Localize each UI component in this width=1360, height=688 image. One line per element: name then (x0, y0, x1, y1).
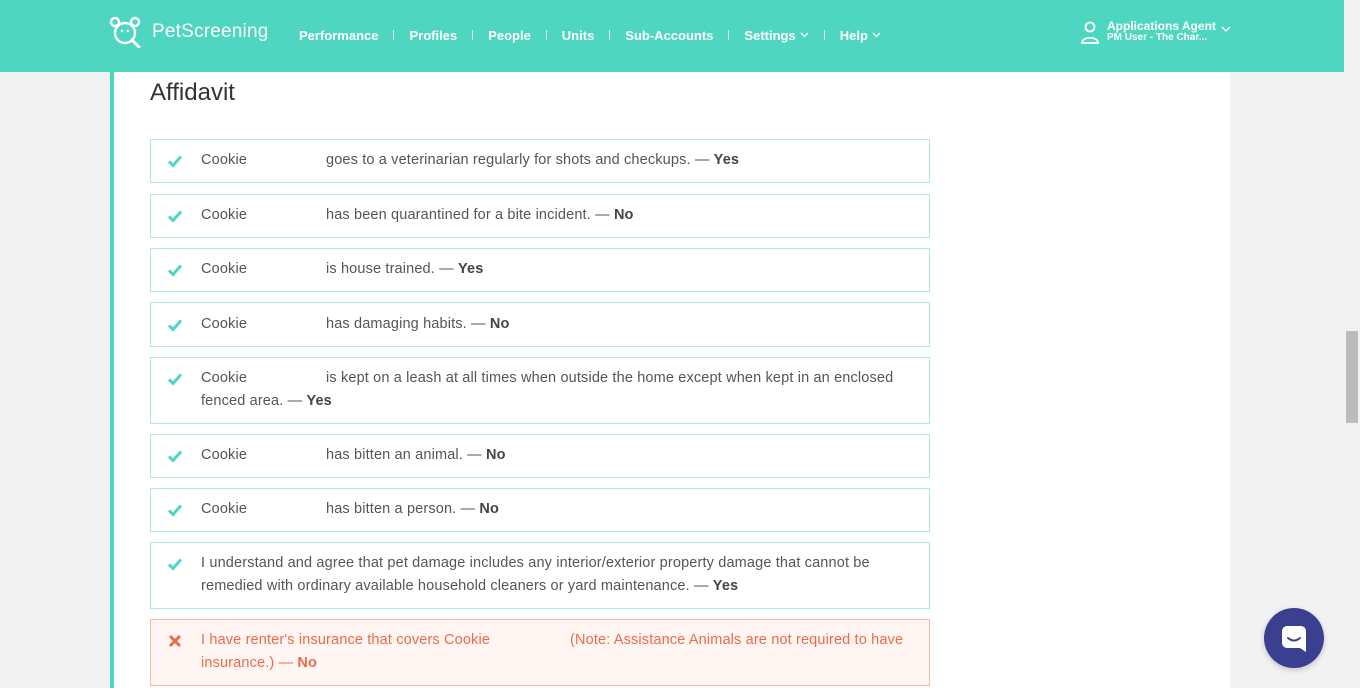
chat-icon (1280, 624, 1308, 652)
affidavit-statement: goes to a veterinarian regularly for shots and checkups. — (326, 152, 710, 168)
scrollbar-thumb[interactable] (1346, 331, 1358, 423)
nav-divider (393, 30, 394, 40)
nav-sub-accounts[interactable]: Sub-Accounts (625, 27, 714, 43)
affidavit-item-failed (150, 619, 930, 686)
nav-divider (546, 30, 547, 40)
affidavit-panel (110, 72, 1230, 688)
chat-launcher-button[interactable] (1264, 608, 1324, 668)
affidavit-answer: Yes (457, 261, 484, 277)
affidavit-statement-prefix: I have renter's insurance that covers Cookie (201, 632, 491, 648)
affidavit-statement: I understand and agree that pet damage includes any interior/exterior property damage that cannot be remedied with ordinary available household cleaners or yard maintenance. — (201, 555, 870, 594)
affidavit-statement: has bitten an animal. — (326, 447, 482, 463)
pet-name: Cookie (201, 152, 248, 168)
nav-divider (609, 30, 610, 40)
cross-icon (167, 633, 183, 649)
user-name: Applications Agent (1107, 19, 1216, 33)
nav-performance[interactable]: Performance (299, 27, 379, 43)
affidavit-statement: (Note: Assistance Animals are not required to have insurance.) — (201, 632, 904, 671)
nav-divider (728, 30, 729, 40)
check-icon (167, 153, 183, 169)
affidavit-item (150, 302, 930, 347)
chevron-down-icon (800, 32, 809, 38)
nav-divider (824, 30, 825, 40)
brand-name: PetScreening (152, 21, 269, 42)
nav-settings[interactable] (744, 28, 808, 43)
user-icon (1080, 19, 1100, 45)
section-title: Affidavit (150, 79, 235, 106)
check-icon (167, 448, 183, 464)
affidavit-statement: is house trained. — (326, 261, 454, 277)
logo[interactable] (108, 16, 268, 48)
nav-profiles[interactable]: Profiles (409, 27, 458, 43)
affidavit-item (150, 357, 930, 424)
chevron-down-icon (872, 32, 881, 38)
affidavit-item (150, 139, 930, 183)
user-subtitle: PM User - The Char... (1107, 32, 1208, 43)
affidavit-statement: has damaging habits. — (326, 316, 486, 332)
main-nav (299, 26, 881, 44)
nav-help[interactable] (840, 28, 881, 43)
affidavit-answer: Yes (712, 578, 739, 594)
affidavit-answer: Yes (306, 393, 332, 409)
check-icon (167, 502, 183, 518)
affidavit-statement: has bitten a person. — (326, 501, 476, 517)
check-icon (167, 208, 183, 224)
nav-divider (472, 30, 473, 40)
pet-name: Cookie (201, 370, 248, 386)
nav-people[interactable]: People (488, 27, 531, 43)
nav-settings-label: Settings (744, 27, 796, 43)
pet-name: Cookie (201, 447, 248, 463)
check-icon (167, 371, 183, 387)
chevron-down-icon (1221, 26, 1231, 33)
check-icon (167, 317, 183, 333)
user-menu[interactable] (1080, 19, 1231, 45)
nav-help-label: Help (839, 27, 868, 43)
affidavit-item (150, 434, 930, 478)
pet-name: Cookie (201, 316, 248, 332)
affidavit-answer: No (489, 316, 510, 332)
affidavit-statement: has been quarantined for a bite incident. — (326, 207, 610, 223)
affidavit-answer: No (485, 447, 506, 463)
petscreening-logo-icon (108, 16, 144, 48)
check-icon (167, 556, 183, 572)
affidavit-answer: No (613, 207, 634, 223)
affidavit-answer: No (479, 501, 500, 517)
affidavit-item (150, 488, 930, 532)
affidavit-item (150, 542, 930, 609)
pet-name: Cookie (201, 261, 248, 277)
affidavit-item (150, 194, 930, 238)
top-navbar (0, 0, 1344, 72)
affidavit-answer: Yes (713, 152, 740, 168)
pet-name: Cookie (201, 501, 248, 517)
pet-name: Cookie (201, 207, 248, 223)
affidavit-statement: is kept on a leash at all times when outside the home except when kept in an enclosed fenced area. — (201, 370, 894, 409)
page-scrollbar[interactable] (1344, 0, 1360, 688)
check-icon (167, 262, 183, 278)
affidavit-answer: No (297, 655, 318, 671)
affidavit-item (150, 248, 930, 292)
nav-units[interactable]: Units (561, 27, 595, 43)
